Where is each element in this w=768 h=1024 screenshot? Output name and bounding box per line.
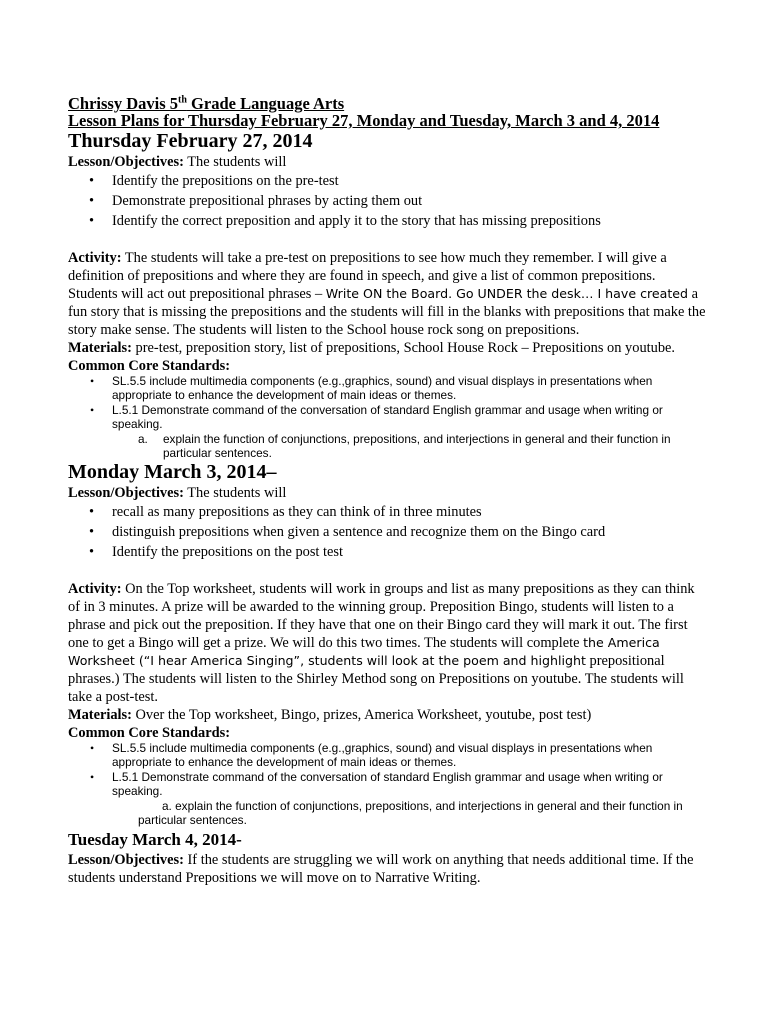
tuesday-objectives: Lesson/Objectives: If the students are struggling we will work on anything that needs additional time. If the students understand Prepositions we will move on to Narrative Writing.: [68, 852, 694, 886]
monday-heading: Monday March 3, 2014–: [68, 461, 277, 483]
list-item: • distinguish prepositions when given a sentence and recognize them on the Bingo card: [68, 522, 708, 542]
tuesday-heading: Tuesday March 4, 2014-: [68, 830, 242, 849]
thursday-heading: Thursday February 27, 2014: [68, 130, 313, 152]
monday-objectives-list: [68, 502, 708, 562]
thursday-materials: Materials: pre-test, preposition story, list of prepositions, School House Rock – Prepositions on youtube.: [68, 340, 676, 356]
thursday-activity: Activity: The students will take a pre-test on prepositions to see how much they remember. I will give a definition of prepositions and where they are found in speech, and give a list of common prepositions. Students will act out prepositional phrases – Write ON the Board. Go UNDER the desk… I have created a fun story that is missing the prepositions and the students will fill in the blanks with prepositions that make the story make sense. The students will listen to the School house rock song on prepositions.: [68, 250, 706, 338]
lesson-plan-document: [68, 95, 708, 887]
monday-standards-list: [68, 742, 708, 798]
list-item: • recall as many prepositions as they can think of in three minutes: [68, 502, 708, 522]
monday-objectives-intro: Lesson/Objectives: The students will: [68, 485, 287, 501]
thursday-standards-list: [68, 375, 708, 431]
monday-activity: Activity: On the Top worksheet, students will work in groups and list as many prepositions as they can think of in 3 minutes. A prize will be awarded to the winning group. Preposition Bingo, students will listen to a phrase and pick out the preposition. If they have that one on their Bingo card they will mark it out. The first one to get a Bingo will get a prize. We will do this two times. The students will complete the America Worksheet (“I hear America Singing”, students will look at the poem and highlight prepositional phrases.) The students will listen to the Shirley Method song on Prepositions on youtube. The students will take a post-test.: [68, 581, 695, 705]
document-title: Chrissy Davis 5th Grade Language Arts: [68, 94, 345, 113]
document-subtitle: Lesson Plans for Thursday February 27, Monday and Tuesday, March 3 and 4, 2014: [68, 111, 660, 130]
list-item: • Demonstrate prepositional phrases by acting them out: [68, 191, 708, 211]
thursday-objectives-list: [68, 171, 708, 231]
list-item: • Identify the prepositions on the pre-test: [68, 171, 708, 191]
monday-ccs-heading: Common Core Standards:: [68, 725, 231, 741]
list-item: • L.5.1 Demonstrate command of the conversation of standard English grammar and usage when writing or speaking.: [68, 404, 708, 431]
list-item: • SL.5.5 include multimedia components (e.g.,graphics, sound) and visual displays in presentations when appropriate to enhance the development of main ideas or themes.: [68, 375, 708, 402]
monday-materials: Materials: Over the Top worksheet, Bingo, prizes, America Worksheet, youtube, post test): [68, 707, 592, 723]
list-item: • Identify the prepositions on the post test: [68, 542, 708, 562]
list-item: • SL.5.5 include multimedia components (e.g.,graphics, sound) and visual displays in presentations when appropriate to enhance the development of main ideas or themes.: [68, 742, 708, 769]
thursday-objectives-intro: Lesson/Objectives: The students will: [68, 154, 287, 170]
monday-sub-standard: a. explain the function of conjunctions, prepositions, and interjections in general and their function in particular sentences.: [138, 799, 683, 827]
thursday-sub-standard: a. explain the function of conjunctions, prepositions, and interjections in general and their function in particular sentences.: [138, 432, 671, 460]
list-item: • L.5.1 Demonstrate command of the conversation of standard English grammar and usage when writing or speaking.: [68, 771, 708, 798]
thursday-ccs-heading: Common Core Standards:: [68, 358, 231, 374]
list-item: • Identify the correct preposition and apply it to the story that has missing prepositions: [68, 211, 708, 231]
